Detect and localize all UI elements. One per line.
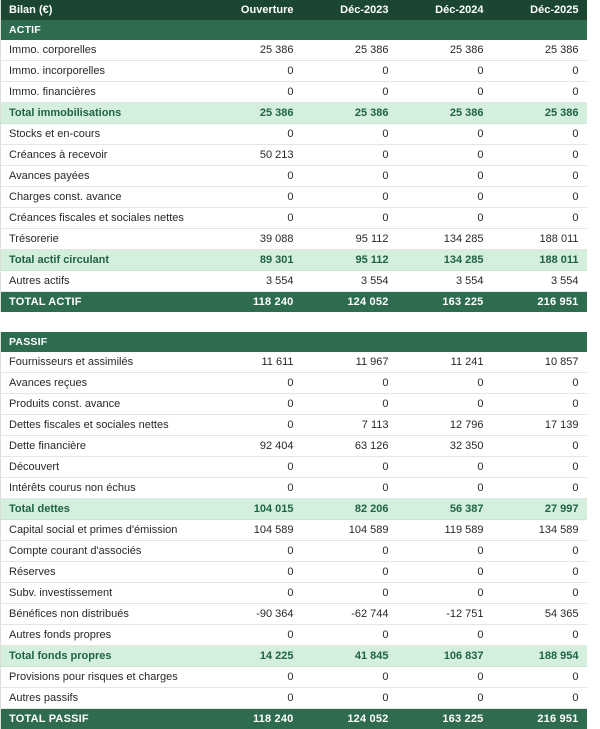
cell-compte-courant-d-associes-c1: 0: [302, 541, 397, 562]
cell-provisions-pour-risques-et-charges-c2: 0: [397, 667, 492, 688]
cell-total-immobilisations-c0: 25 386: [207, 103, 302, 124]
cell-avances-payees-c3: 0: [492, 166, 587, 187]
section-header-spacer-cell: [302, 332, 397, 352]
cell-charges-const-avance-c1: 0: [302, 187, 397, 208]
cell-stocks-et-en-cours-c0: 0: [207, 124, 302, 145]
cell-total-passif-c3: 216 951: [492, 709, 587, 729]
cell-produits-const-avance-c2: 0: [397, 394, 492, 415]
cell-total-passif-c2: 163 225: [397, 709, 492, 729]
cell-dette-financiere-c2: 32 350: [397, 436, 492, 457]
cell-immo-financieres-c3: 0: [492, 82, 587, 103]
section-header-spacer-cell: [492, 332, 587, 352]
cell-dette-financiere-c1: 63 126: [302, 436, 397, 457]
cell-total-immobilisations-c1: 25 386: [302, 103, 397, 124]
table-row: [1, 520, 587, 541]
cell-decouvert-c3: 0: [492, 457, 587, 478]
cell-total-immobilisations-c3: 25 386: [492, 103, 587, 124]
cell-dettes-fiscales-et-sociales-nettes-c0: 0: [207, 415, 302, 436]
cell-dettes-fiscales-et-sociales-nettes-c3: 17 139: [492, 415, 587, 436]
cell-tresorerie-c3: 188 011: [492, 229, 587, 250]
row-label-immo-incorporelles: Immo. incorporelles: [1, 61, 207, 82]
table-row: [1, 166, 587, 187]
cell-compte-courant-d-associes-c3: 0: [492, 541, 587, 562]
cell-reserves-c2: 0: [397, 562, 492, 583]
cell-produits-const-avance-c1: 0: [302, 394, 397, 415]
cell-reserves-c3: 0: [492, 562, 587, 583]
row-label-subv-investissement: Subv. investissement: [1, 583, 207, 604]
cell-creances-fiscales-et-sociales-nettes-c1: 0: [302, 208, 397, 229]
cell-total-actif-circulant-c2: 134 285: [397, 250, 492, 271]
row-label-charges-const-avance: Charges const. avance: [1, 187, 207, 208]
cell-total-dettes-c0: 104 015: [207, 499, 302, 520]
cell-autres-actifs-c3: 3 554: [492, 271, 587, 292]
table-row: [1, 436, 587, 457]
cell-creances-a-recevoir-c0: 50 213: [207, 145, 302, 166]
row-label-total-passif: TOTAL PASSIF: [1, 709, 207, 729]
row-label-dette-financiere: Dette financière: [1, 436, 207, 457]
cell-avances-recues-c1: 0: [302, 373, 397, 394]
cell-immo-incorporelles-c2: 0: [397, 61, 492, 82]
table-row: [1, 124, 587, 145]
cell-autres-fonds-propres-c2: 0: [397, 625, 492, 646]
row-label-reserves: Réserves: [1, 562, 207, 583]
cell-dettes-fiscales-et-sociales-nettes-c1: 7 113: [302, 415, 397, 436]
table-row: [1, 373, 587, 394]
table-row: [1, 457, 587, 478]
section-spacer-cell: [1, 312, 587, 332]
table-row: [1, 208, 587, 229]
cell-capital-social-et-primes-d-emission-c2: 119 589: [397, 520, 492, 541]
cell-total-actif-c2: 163 225: [397, 292, 492, 313]
table-header: [1, 0, 587, 20]
cell-total-fonds-propres-c0: 14 225: [207, 646, 302, 667]
row-label-creances-a-recevoir: Créances à recevoir: [1, 145, 207, 166]
cell-total-actif-circulant-c0: 89 301: [207, 250, 302, 271]
cell-total-fonds-propres-c1: 41 845: [302, 646, 397, 667]
table-row: [1, 478, 587, 499]
cell-creances-fiscales-et-sociales-nettes-c0: 0: [207, 208, 302, 229]
section-header-spacer-cell: [397, 20, 492, 40]
row-label-avances-payees: Avances payées: [1, 166, 207, 187]
cell-interets-courus-non-echus-c0: 0: [207, 478, 302, 499]
row-label-capital-social-et-primes-d-emission: Capital social et primes d'émission: [1, 520, 207, 541]
column-header-dec-2024: Déc-2024: [397, 0, 492, 20]
table-row: [1, 61, 587, 82]
column-header-label: Bilan (€): [1, 0, 207, 20]
section-header-spacer-cell: [492, 20, 587, 40]
table-row: [1, 688, 587, 709]
cell-provisions-pour-risques-et-charges-c1: 0: [302, 667, 397, 688]
table-row: [1, 562, 587, 583]
table-row: [1, 352, 587, 373]
cell-dettes-fiscales-et-sociales-nettes-c2: 12 796: [397, 415, 492, 436]
section-spacer: [1, 312, 587, 332]
table-row: [1, 82, 587, 103]
table-row: [1, 667, 587, 688]
section-header-actif: [1, 20, 587, 40]
cell-immo-corporelles-c1: 25 386: [302, 40, 397, 61]
cell-autres-actifs-c2: 3 554: [397, 271, 492, 292]
cell-total-passif-c0: 118 240: [207, 709, 302, 729]
row-label-decouvert: Découvert: [1, 457, 207, 478]
cell-creances-a-recevoir-c3: 0: [492, 145, 587, 166]
row-label-avances-recues: Avances reçues: [1, 373, 207, 394]
cell-total-immobilisations-c2: 25 386: [397, 103, 492, 124]
cell-total-actif-circulant-c3: 188 011: [492, 250, 587, 271]
table-row: [1, 625, 587, 646]
cell-decouvert-c1: 0: [302, 457, 397, 478]
cell-decouvert-c0: 0: [207, 457, 302, 478]
cell-immo-incorporelles-c1: 0: [302, 61, 397, 82]
cell-creances-fiscales-et-sociales-nettes-c2: 0: [397, 208, 492, 229]
cell-reserves-c0: 0: [207, 562, 302, 583]
section-header-passif: [1, 332, 587, 352]
section-header-spacer-cell: [207, 332, 302, 352]
subtotal-row: [1, 250, 587, 271]
section-title: PASSIF: [1, 332, 207, 352]
table-row: [1, 229, 587, 250]
cell-total-actif-c1: 124 052: [302, 292, 397, 313]
cell-autres-fonds-propres-c1: 0: [302, 625, 397, 646]
row-label-stocks-et-en-cours: Stocks et en-cours: [1, 124, 207, 145]
cell-autres-passifs-c0: 0: [207, 688, 302, 709]
cell-avances-payees-c0: 0: [207, 166, 302, 187]
cell-interets-courus-non-echus-c2: 0: [397, 478, 492, 499]
subtotal-row: [1, 499, 587, 520]
row-label-total-immobilisations: Total immobilisations: [1, 103, 207, 124]
cell-immo-corporelles-c2: 25 386: [397, 40, 492, 61]
table-row: [1, 145, 587, 166]
cell-produits-const-avance-c0: 0: [207, 394, 302, 415]
table-row: [1, 583, 587, 604]
row-label-produits-const-avance: Produits const. avance: [1, 394, 207, 415]
cell-total-fonds-propres-c2: 106 837: [397, 646, 492, 667]
cell-stocks-et-en-cours-c3: 0: [492, 124, 587, 145]
cell-stocks-et-en-cours-c1: 0: [302, 124, 397, 145]
cell-total-dettes-c2: 56 387: [397, 499, 492, 520]
row-label-total-dettes: Total dettes: [1, 499, 207, 520]
row-label-autres-passifs: Autres passifs: [1, 688, 207, 709]
cell-avances-recues-c0: 0: [207, 373, 302, 394]
cell-subv-investissement-c3: 0: [492, 583, 587, 604]
row-label-total-actif-circulant: Total actif circulant: [1, 250, 207, 271]
cell-autres-actifs-c1: 3 554: [302, 271, 397, 292]
cell-provisions-pour-risques-et-charges-c3: 0: [492, 667, 587, 688]
cell-charges-const-avance-c2: 0: [397, 187, 492, 208]
cell-immo-financieres-c2: 0: [397, 82, 492, 103]
column-header-dec-2025: Déc-2025: [492, 0, 587, 20]
cell-immo-financieres-c1: 0: [302, 82, 397, 103]
cell-autres-fonds-propres-c0: 0: [207, 625, 302, 646]
cell-immo-incorporelles-c0: 0: [207, 61, 302, 82]
cell-benefices-non-distribues-c3: 54 365: [492, 604, 587, 625]
cell-autres-actifs-c0: 3 554: [207, 271, 302, 292]
cell-interets-courus-non-echus-c1: 0: [302, 478, 397, 499]
cell-stocks-et-en-cours-c2: 0: [397, 124, 492, 145]
table-row: [1, 541, 587, 562]
cell-capital-social-et-primes-d-emission-c1: 104 589: [302, 520, 397, 541]
cell-immo-incorporelles-c3: 0: [492, 61, 587, 82]
row-label-provisions-pour-risques-et-charges: Provisions pour risques et charges: [1, 667, 207, 688]
table-row: [1, 604, 587, 625]
row-label-total-fonds-propres: Total fonds propres: [1, 646, 207, 667]
cell-capital-social-et-primes-d-emission-c3: 134 589: [492, 520, 587, 541]
cell-total-dettes-c3: 27 997: [492, 499, 587, 520]
cell-total-dettes-c1: 82 206: [302, 499, 397, 520]
grand-total-row: [1, 292, 587, 313]
table-row: [1, 271, 587, 292]
cell-charges-const-avance-c0: 0: [207, 187, 302, 208]
cell-autres-fonds-propres-c3: 0: [492, 625, 587, 646]
cell-creances-fiscales-et-sociales-nettes-c3: 0: [492, 208, 587, 229]
cell-autres-passifs-c1: 0: [302, 688, 397, 709]
section-header-spacer-cell: [207, 20, 302, 40]
cell-immo-corporelles-c0: 25 386: [207, 40, 302, 61]
cell-benefices-non-distribues-c2: -12 751: [397, 604, 492, 625]
table-row: [1, 394, 587, 415]
row-label-interets-courus-non-echus: Intérêts courus non échus: [1, 478, 207, 499]
cell-autres-passifs-c2: 0: [397, 688, 492, 709]
cell-charges-const-avance-c3: 0: [492, 187, 587, 208]
cell-total-actif-c0: 118 240: [207, 292, 302, 313]
column-header-ouverture: Ouverture: [207, 0, 302, 20]
row-label-fournisseurs-et-assimiles: Fournisseurs et assimilés: [1, 352, 207, 373]
row-label-immo-financieres: Immo. financières: [1, 82, 207, 103]
cell-subv-investissement-c2: 0: [397, 583, 492, 604]
row-label-dettes-fiscales-et-sociales-nettes: Dettes fiscales et sociales nettes: [1, 415, 207, 436]
cell-benefices-non-distribues-c0: -90 364: [207, 604, 302, 625]
cell-total-actif-c3: 216 951: [492, 292, 587, 313]
cell-compte-courant-d-associes-c2: 0: [397, 541, 492, 562]
cell-dette-financiere-c0: 92 404: [207, 436, 302, 457]
cell-fournisseurs-et-assimiles-c3: 10 857: [492, 352, 587, 373]
table-row: [1, 187, 587, 208]
row-label-autres-actifs: Autres actifs: [1, 271, 207, 292]
row-label-total-actif: TOTAL ACTIF: [1, 292, 207, 313]
section-header-spacer-cell: [302, 20, 397, 40]
table-row: [1, 40, 587, 61]
cell-avances-payees-c2: 0: [397, 166, 492, 187]
section-title: ACTIF: [1, 20, 207, 40]
cell-capital-social-et-primes-d-emission-c0: 104 589: [207, 520, 302, 541]
cell-immo-financieres-c0: 0: [207, 82, 302, 103]
cell-avances-payees-c1: 0: [302, 166, 397, 187]
cell-compte-courant-d-associes-c0: 0: [207, 541, 302, 562]
subtotal-row: [1, 646, 587, 667]
cell-decouvert-c2: 0: [397, 457, 492, 478]
row-label-benefices-non-distribues: Bénéfices non distribués: [1, 604, 207, 625]
row-label-immo-corporelles: Immo. corporelles: [1, 40, 207, 61]
grand-total-row: [1, 709, 587, 729]
cell-reserves-c1: 0: [302, 562, 397, 583]
cell-autres-passifs-c3: 0: [492, 688, 587, 709]
cell-provisions-pour-risques-et-charges-c0: 0: [207, 667, 302, 688]
cell-avances-recues-c3: 0: [492, 373, 587, 394]
row-label-tresorerie: Trésorerie: [1, 229, 207, 250]
cell-interets-courus-non-echus-c3: 0: [492, 478, 587, 499]
section-header-spacer-cell: [397, 332, 492, 352]
cell-total-actif-circulant-c1: 95 112: [302, 250, 397, 271]
cell-tresorerie-c0: 39 088: [207, 229, 302, 250]
cell-subv-investissement-c0: 0: [207, 583, 302, 604]
table-row: [1, 415, 587, 436]
cell-fournisseurs-et-assimiles-c2: 11 241: [397, 352, 492, 373]
row-label-creances-fiscales-et-sociales-nettes: Créances fiscales et sociales nettes: [1, 208, 207, 229]
cell-tresorerie-c1: 95 112: [302, 229, 397, 250]
cell-tresorerie-c2: 134 285: [397, 229, 492, 250]
cell-dette-financiere-c3: 0: [492, 436, 587, 457]
row-label-autres-fonds-propres: Autres fonds propres: [1, 625, 207, 646]
cell-total-passif-c1: 124 052: [302, 709, 397, 729]
cell-produits-const-avance-c3: 0: [492, 394, 587, 415]
row-label-compte-courant-d-associes: Compte courant d'associés: [1, 541, 207, 562]
cell-benefices-non-distribues-c1: -62 744: [302, 604, 397, 625]
column-header-dec-2023: Déc-2023: [302, 0, 397, 20]
cell-creances-a-recevoir-c2: 0: [397, 145, 492, 166]
cell-creances-a-recevoir-c1: 0: [302, 145, 397, 166]
header-row: [1, 0, 587, 20]
cell-fournisseurs-et-assimiles-c0: 11 611: [207, 352, 302, 373]
cell-total-fonds-propres-c3: 188 954: [492, 646, 587, 667]
cell-immo-corporelles-c3: 25 386: [492, 40, 587, 61]
subtotal-row: [1, 103, 587, 124]
cell-avances-recues-c2: 0: [397, 373, 492, 394]
cell-subv-investissement-c1: 0: [302, 583, 397, 604]
table-body: [1, 20, 587, 729]
cell-fournisseurs-et-assimiles-c1: 11 967: [302, 352, 397, 373]
